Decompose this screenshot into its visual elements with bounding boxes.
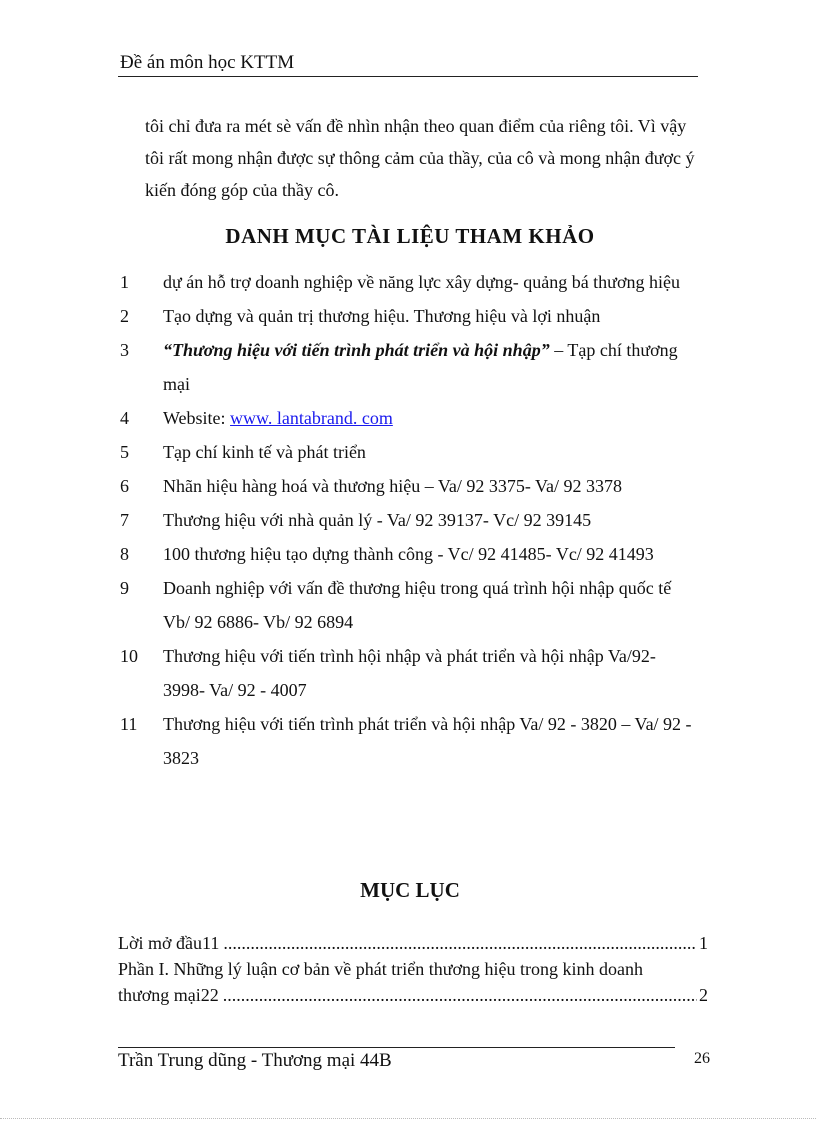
reference-source: – Tạp chí thương mại	[163, 340, 678, 394]
reference-number: 9	[120, 578, 129, 598]
reference-number: 3	[120, 340, 129, 360]
table-of-contents	[118, 930, 708, 1008]
toc-entry-label: Lời mở đầu11	[118, 933, 220, 953]
toc-entry[interactable]	[118, 956, 708, 1008]
reference-text: Thương hiệu với nhà quản lý - Va/ 92 39137- Vc/ 92 39145	[163, 510, 592, 530]
reference-item	[120, 707, 695, 775]
reference-number: 6	[120, 476, 129, 496]
intro-paragraph: tôi chỉ đưa ra mét sè vấn đề nhìn nhận theo quan điểm của riêng tôi. Vì vậy tôi rất mong nhận được sự thông cảm của thầy, của cô và mong nhận được ý kiến đóng góp của thầy cô.	[145, 116, 695, 200]
header-title: Đề án môn học KTTM	[120, 52, 295, 73]
reference-number: 4	[120, 408, 129, 428]
reference-number: 7	[120, 510, 129, 530]
header-rule	[118, 76, 698, 77]
reference-list	[120, 265, 695, 775]
reference-text: 100 thương hiệu tạo dựng thành công - Vc/ 92 41485- Vc/ 92 41493	[163, 544, 654, 564]
page-number: 26	[694, 1050, 710, 1067]
reference-text: Thương hiệu với tiến trình phát triển và hội nhập Va/ 92 - 3820 – Va/ 92 - 3823	[163, 714, 692, 768]
toc-leader-dots	[223, 982, 697, 1008]
reference-text	[163, 401, 695, 435]
reference-text: Tạp chí kinh tế và phát triển	[163, 442, 366, 462]
reference-item	[120, 401, 695, 435]
reference-text: Nhãn hiệu hàng hoá và thương hiệu – Va/ 92 3375- Va/ 92 3378	[163, 476, 623, 496]
reference-number: 11	[120, 714, 138, 734]
toc-entry-page: 1	[699, 933, 708, 953]
reference-item	[120, 435, 695, 469]
toc-entry[interactable]	[118, 930, 708, 956]
reference-item	[120, 265, 695, 299]
toc-leader-dots	[223, 930, 697, 956]
reference-item	[120, 469, 695, 503]
toc-entry-page: 2	[699, 985, 708, 1005]
reference-number: 5	[120, 442, 129, 462]
reference-text: Doanh nghiệp với vấn đề thương hiệu trong quá trình hội nhập quốc tế Vb/ 92 6886- Vb/ 92 6894	[163, 578, 672, 632]
reference-number: 1	[120, 272, 129, 292]
reference-item	[120, 639, 695, 707]
reference-item	[120, 299, 695, 333]
footer-author: Trần Trung dũng - Thương mại 44B	[118, 1050, 392, 1071]
reference-item	[120, 503, 695, 537]
reference-text: dự án hỗ trợ doanh nghiệp về năng lực xây dựng- quảng bá thương hiệu	[163, 272, 680, 292]
reference-item	[120, 537, 695, 571]
reference-item	[120, 571, 695, 639]
reference-number: 10	[120, 646, 138, 666]
toc-entry-label-line1: Phần I. Những lý luận cơ bản về phát triển thương hiệu trong kinh doanh	[118, 959, 643, 979]
page-boundary	[0, 1118, 816, 1119]
footer-rule	[118, 1047, 675, 1048]
references-heading: DANH MỤC TÀI LIỆU THAM KHẢO	[225, 224, 595, 248]
reference-number: 2	[120, 306, 129, 326]
toc-entry-label-line2: thương mại22	[118, 985, 219, 1005]
reference-text: Thương hiệu với tiến trình hội nhập và phát triển và hội nhập Va/92-3998- Va/ 92 - 4007	[163, 646, 656, 700]
reference-number: 8	[120, 544, 129, 564]
reference-text: Tạo dựng và quản trị thương hiệu. Thương hiệu và lợi nhuận	[163, 306, 601, 326]
reference-website-label: Website:	[163, 408, 231, 428]
reference-item	[120, 333, 695, 401]
reference-text	[163, 333, 695, 401]
reference-italic-title: “Thương hiệu với tiến trình phát triển và hội nhập”	[163, 340, 550, 360]
toc-heading: MỤC LỤC	[360, 878, 460, 902]
website-link[interactable]: www. lantabrand. com	[230, 408, 393, 428]
